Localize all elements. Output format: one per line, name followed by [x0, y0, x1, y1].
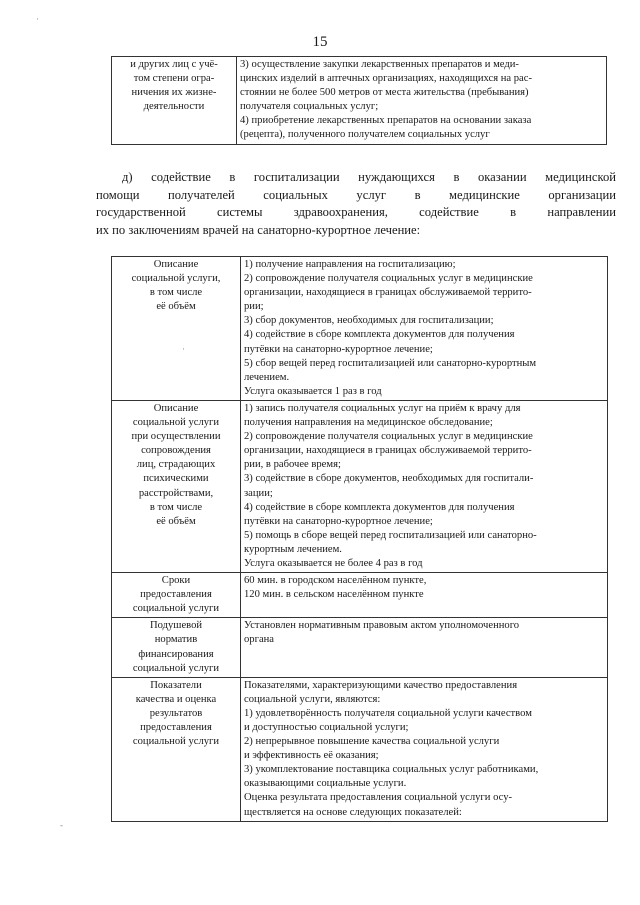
text-line: расстройствами,	[138, 487, 214, 499]
text-line: стоянии не более 500 метров от места жительства (пребывания)	[240, 87, 529, 99]
text-line: 3) осуществление закупки лекарственных препаратов и меди-	[240, 59, 519, 70]
text-line: путёвки на санаторно-курортное лечение;	[244, 515, 433, 527]
text-line: рии, в рабочее время;	[244, 459, 341, 471]
text-line: Описание	[153, 259, 199, 270]
text-line: предоставления	[140, 589, 212, 601]
text-line: организации, находящиеся в границах обслуживаемой террито-	[244, 287, 532, 299]
row-content-cell	[241, 677, 608, 821]
text-line: 2) сопровождение получателя социальных услуг в медицинские	[244, 431, 533, 443]
text-line: деятельности	[143, 101, 205, 113]
row-label-cell	[112, 257, 241, 401]
text-line: финансирования	[138, 648, 214, 660]
row-label-cell	[112, 573, 241, 618]
table-row	[112, 573, 608, 618]
text-line: качества и оценка	[135, 693, 217, 705]
row-content-cell	[237, 57, 607, 145]
text-line: Услуга оказывается не более 4 раз в год	[244, 557, 423, 569]
row-content-cell	[241, 400, 608, 572]
text-line: организации, находящиеся в границах обслуживаемой террито-	[244, 445, 532, 457]
text-line: в том числе	[149, 501, 203, 513]
text-line: социальной услуги	[132, 662, 220, 674]
text-line: 2) непрерывное повышение качества социальной услуги	[244, 736, 500, 748]
text-line: Услуга оказывается 1 раз в год	[244, 385, 382, 397]
section-paragraph	[96, 169, 616, 239]
text-line: курортным лечением.	[244, 543, 342, 555]
text-line: 5) сбор вещей перед госпитализацией или санаторно-курортным	[244, 357, 537, 369]
text-line: 5) помощь в сборе вещей перед госпитализацией или санаторно-	[244, 529, 537, 541]
text-line: в том числе	[149, 287, 203, 299]
text-line: 4) содействие в сборе комплекта документов для получения	[244, 329, 515, 341]
text-line: ничения их жизне-	[131, 87, 217, 99]
text-line: Установлен нормативным правовым актом уполномоченного	[244, 620, 520, 632]
text-line: 3) сбор документов, необходимых для госпитализации;	[244, 315, 494, 327]
text-line: Сроки	[161, 575, 191, 587]
text-line: оказывающими социальные услуги.	[244, 778, 407, 790]
continuation-table	[111, 56, 607, 145]
row-label-cell	[112, 618, 241, 677]
text-line: 2) сопровождение получателя социальных услуг в медицинские	[244, 273, 533, 285]
table-row	[112, 57, 607, 145]
text-line: том степени огра-	[133, 73, 215, 85]
text-line: психическими	[143, 473, 209, 485]
text-line: рии;	[244, 301, 264, 313]
text-line: 60 мин. в городском населённом пункте,	[244, 575, 427, 587]
row-label-cell	[112, 677, 241, 821]
row-content-cell	[241, 257, 608, 401]
text-line: 1) запись получателя социальных услуг на приём к врачу для	[244, 402, 521, 414]
text-line: помощи получателей социальных услуг в медицинские организации	[96, 187, 616, 202]
table-row	[112, 618, 608, 677]
text-line: социальной услуги	[132, 603, 220, 615]
text-line: социальной услуги,	[131, 273, 221, 285]
text-line: 4) приобретение лекарственных препаратов на основании заказа	[240, 115, 532, 127]
row-content-cell	[241, 573, 608, 618]
row-label-cell	[112, 400, 241, 572]
text-line: 4) содействие в сборе комплекта документов для получения	[244, 501, 515, 513]
page-number: 15	[312, 34, 328, 50]
scan-speck: ·	[182, 344, 185, 354]
text-line: 1) удовлетворённость получателя социальной услуги качеством	[244, 707, 532, 719]
text-line: социальной услуги	[132, 417, 220, 429]
service-table	[111, 256, 608, 822]
text-line: лечением.	[244, 371, 290, 383]
text-line: её объём	[156, 301, 196, 313]
text-line: лиц, страдающих	[136, 459, 216, 471]
text-line: и доступностью социальной услуги;	[244, 722, 409, 733]
text-line: Подушевой	[149, 620, 203, 632]
text-line: предоставления	[140, 722, 212, 733]
row-label-cell	[112, 57, 237, 145]
table-row	[112, 400, 608, 572]
text-line: цинских изделий в аптечных организациях, находящихся на рас-	[240, 73, 532, 85]
scan-speck: -	[60, 820, 63, 830]
text-line: получения направления на медицинское обследование;	[244, 417, 493, 429]
text-line: Показателями, характеризующими качество предоставления	[244, 679, 518, 691]
text-line: Описание	[153, 402, 199, 414]
text-line: 3) содействие в сборе документов, необходимых для госпитали-	[244, 473, 534, 485]
text-line: 120 мин. в сельском населённом пункте	[244, 589, 424, 601]
text-line: норматив	[154, 634, 198, 646]
text-line: социальной услуги, являются:	[244, 693, 381, 705]
text-line: при осуществлении	[131, 431, 221, 443]
text-line: д) содействие в госпитализации нуждающихся в оказании медицинской	[122, 170, 616, 184]
text-line: её объём	[156, 515, 196, 527]
text-line: Показатели	[150, 679, 202, 691]
text-line: получателя социальных услуг;	[240, 101, 379, 113]
text-line: 3) укомплектование поставщика социальных услуг работниками,	[244, 764, 539, 776]
text-line: зации;	[244, 487, 273, 499]
text-line: (рецепта), полученного получателем социальных услуг	[240, 129, 490, 141]
table-row	[112, 677, 608, 821]
text-line: 1) получение направления на госпитализацию;	[244, 259, 456, 270]
text-line: и других лиц с учё-	[130, 59, 218, 70]
text-line: Оценка результата предоставления социальной услуги осу-	[244, 792, 513, 804]
text-line: путёвки на санаторно-курортное лечение;	[244, 343, 433, 355]
text-line: ществляется на основе следующих показателей:	[244, 806, 462, 818]
scan-speck: ·	[36, 14, 39, 24]
row-content-cell	[241, 618, 608, 677]
text-line: результатов	[149, 707, 203, 719]
text-line: сопровождения	[141, 445, 211, 457]
text-line: их по заключениям врачей на санаторно-курортное лечение:	[96, 222, 421, 237]
text-line: государственной системы здравоохранения, содействие в направлении	[96, 205, 616, 219]
table-row	[112, 257, 608, 401]
text-line: органа	[244, 634, 275, 646]
text-line: и эффективность её оказания;	[244, 750, 379, 762]
text-line: социальной услуги	[132, 736, 220, 748]
